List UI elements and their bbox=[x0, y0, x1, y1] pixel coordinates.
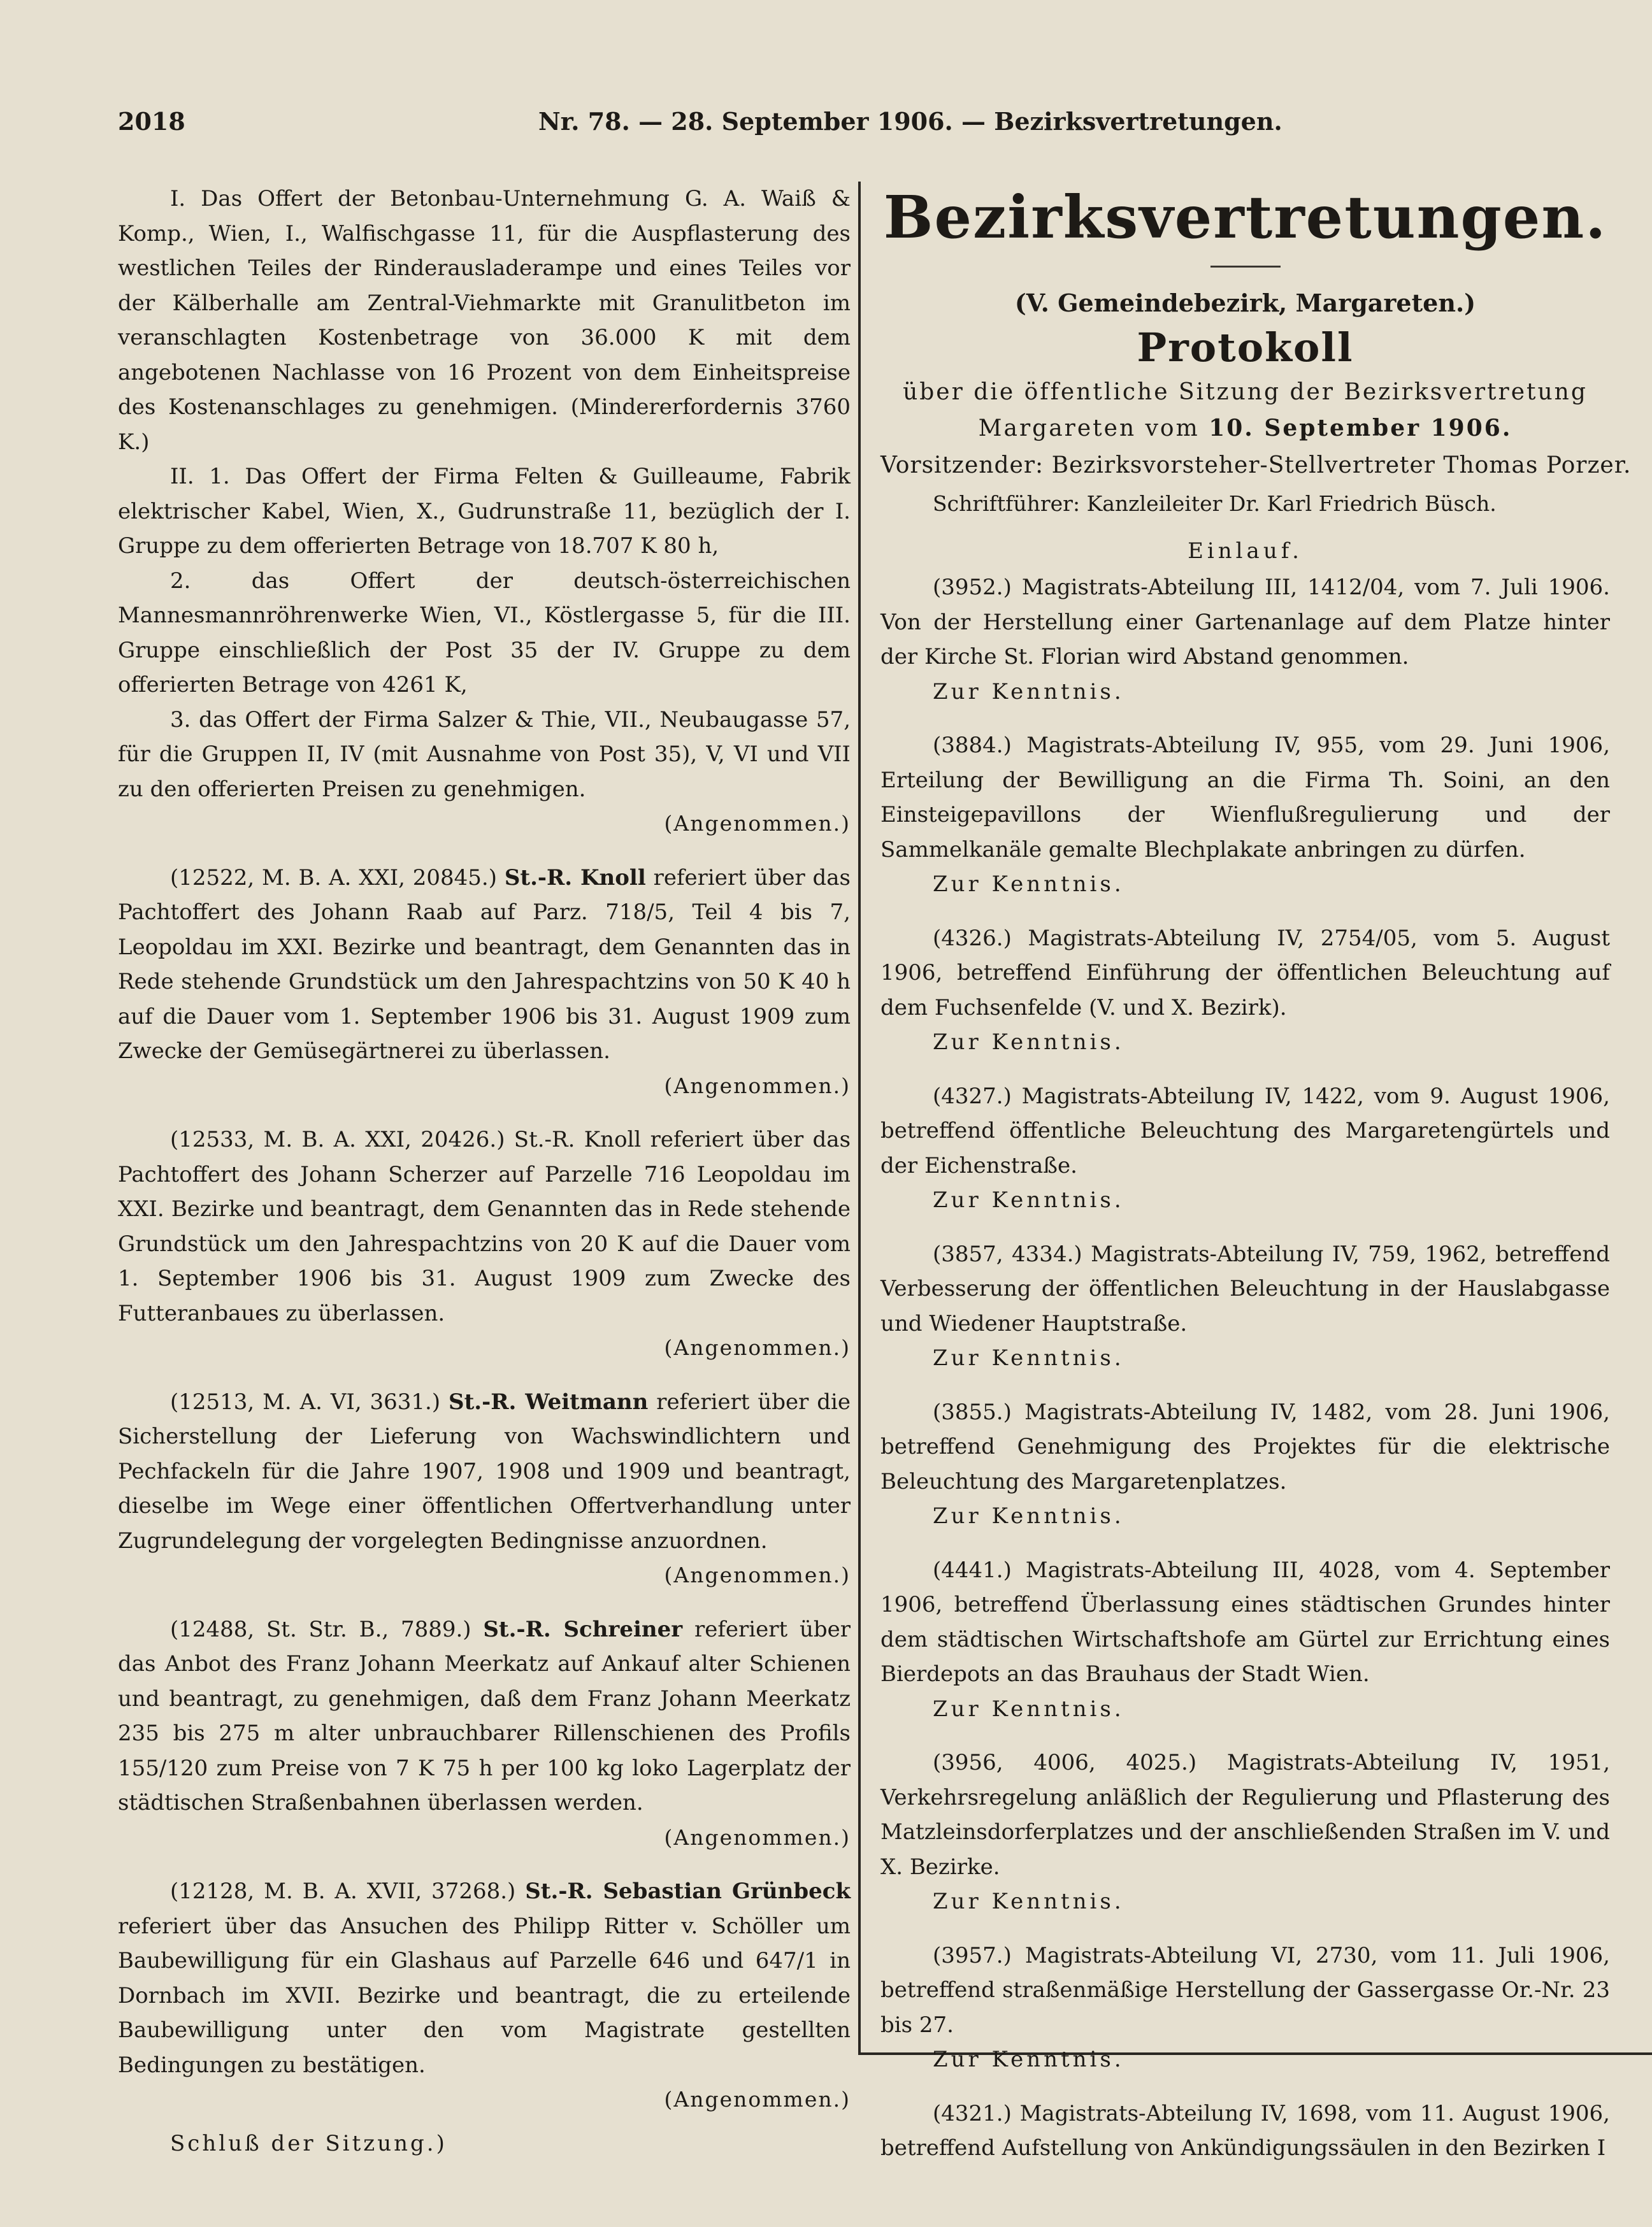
protocol-line-1: über die öffentliche Sitzung der Bezirksvertretung bbox=[903, 379, 1588, 405]
report-speaker: St.-R. Schreiner bbox=[483, 1616, 683, 1642]
accepted-note: (Angenommen.) bbox=[664, 2087, 851, 2112]
zur-kenntnis-note: Zur Kenntnis. bbox=[933, 1345, 1124, 1371]
report-speaker: St.-R. Weitmann bbox=[449, 1389, 649, 1415]
report-ref: (12522, M. B. A. XXI, 20845.) bbox=[170, 864, 497, 891]
report-ref: (12533, M. B. A. XXI, 20426.) bbox=[170, 1127, 505, 1152]
chair-label: Vorsitzender: bbox=[880, 452, 1044, 478]
report-text: referiert über die Sicherstellung der Lieferung von Wachswindlichtern und Pechfackeln für die Jahre 1907, 1908 und 1909 und beantragt, dieselbe im Wege einer öffentlichen Offertverhandlung unter Zugrundelegung der vorgelegten Bedingnisse anzuordnen. bbox=[118, 1389, 851, 1554]
protocol-line-2 bbox=[880, 410, 1610, 447]
accepted-note: (Angenommen.) bbox=[664, 811, 851, 836]
zur-kenntnis-note: Zur Kenntnis. bbox=[933, 2047, 1124, 2072]
einlauf-item: (3855.) Magistrats-Abteilung IV, 1482, vom 28. Juni 1906, betreffend Genehmigung des Projektes für die elektrische Beleuchtung des Margaretenplatzes. bbox=[880, 1399, 1610, 1494]
page-number: 2018 bbox=[118, 107, 185, 136]
report-speaker: St.-R. Knoll bbox=[514, 1127, 642, 1152]
einlauf-item: (3952.) Magistrats-Abteilung III, 1412/04, vom 7. Juli 1906. Von der Herstellung einer Gartenanlage auf dem Platze hinter der Kirche St. Florian wird Abstand genommen. bbox=[880, 575, 1610, 670]
section-title: Bezirksvertretungen. bbox=[883, 183, 1607, 252]
chair-name: Bezirksvorsteher-Stellvertreter Thomas Porzer. bbox=[1051, 452, 1632, 478]
protocol-date: 10. September 1906. bbox=[1209, 415, 1512, 441]
accepted-note: (Angenommen.) bbox=[664, 1073, 851, 1098]
einlauf-item: (3884.) Magistrats-Abteilung IV, 955, vom 29. Juni 1906, Erteilung der Bewilligung an die Firma Th. Soini, an den Einsteigepavillons der Wienflußregulierung und der Sammelkanäle gemalte Blechplakate anbringen zu dürfen. bbox=[880, 733, 1610, 863]
accepted-note: (Angenommen.) bbox=[664, 1824, 851, 1850]
report-text: referiert über das Pachtoffert des Johann Raab auf Parz. 718/5, Teil 4 bis 7, Leopoldau im XXI. Bezirke und beantragt, dem Genannten das in Rede stehende Grundstück um den Jahrespachtzins von 50 K 40 h auf die Dauer vom 1. September 1906 bis 31. August 1909 zum Zwecke der Gemüsegärtnerei zu überlassen. bbox=[118, 864, 851, 1064]
report-entry bbox=[118, 1874, 851, 2082]
zur-kenntnis-note: Zur Kenntnis. bbox=[933, 1696, 1124, 1722]
report-entry bbox=[118, 1612, 851, 1821]
offer-paragraph-1: I. Das Offert der Betonbau-Unternehmung G. A. Waiß & Komp., Wien, I., Walfischgasse 11, für die Auspflasterung des westlichen Teiles der Rinderausladerampe und eines Teiles vor der Kälberhalle am Zentral-Viehmarkte mit Granulitbeton im veranschlagten Kostenbetrage von 36.000 K mit dem angebotenen Nachlasse von 16 Prozent von dem Einheitspreise des Kostenanschlages zu genehmigen. (Mindererfordernis 3760 K.) bbox=[118, 186, 851, 455]
offer-paragraph-3: 2. das Offert der deutsch-österreichischen Mannesmannröhrenwerke Wien, VI., Köstlergasse 5, für die III. Gruppe einschließlich der Post 35 der IV. Gruppe zu dem offerierten Betrage von 4261 K, bbox=[118, 568, 851, 698]
report-text: referiert über das Ansuchen des Philipp Ritter v. Schöller um Baubewilligung für ein Glashaus auf Parzelle 646 und 647/1 in Dornbach im XVII. Bezirke und beantragt, die zu erteilende Baubewilligung unter den vom Magistrate gestellten Bedingungen zu bestätigen. bbox=[118, 1913, 851, 2078]
einlauf-item-continued: (4321.) Magistrats-Abteilung IV, 1698, vom 11. August 1906, betreffend Aufstellung von Ankündigungssäulen in den Bezirken I bbox=[880, 2100, 1610, 2161]
einlauf-item: (4441.) Magistrats-Abteilung III, 4028, vom 4. September 1906, betreffend Überlassung eines städtischen Grundes hinter dem städtischen Wirtschaftshofe am Gürtel zur Errichtung eines Bierdepots an das Brauhaus der Stadt Wien. bbox=[880, 1557, 1610, 1687]
report-ref: (12513, M. A. VI, 3631.) bbox=[170, 1389, 441, 1415]
report-entry bbox=[118, 1385, 851, 1559]
report-entry bbox=[118, 861, 851, 1069]
secretary-name: Kanzleileiter Dr. Karl Friedrich Büsch. bbox=[1086, 491, 1497, 516]
report-speaker: St.-R. Knoll bbox=[504, 864, 646, 891]
report-text: referiert über das Pachtoffert des Johann Scherzer auf Parzelle 716 Leopoldau im XXI. Bezirke und beantragt, dem Genannten das in Rede stehende Grundstück um den Jahrespachtzins von 20 K auf die Dauer vom 1. September 1906 bis 31. August 1909 zum Zwecke des Futteranbaues zu überlassen. bbox=[118, 1127, 851, 1326]
einlauf-item: (3857, 4334.) Magistrats-Abteilung IV, 759, 1962, betreffend Verbesserung der öffentlichen Beleuchtung in der Hauslabgasse und Wiedener Hauptstraße. bbox=[880, 1241, 1610, 1336]
accepted-note: (Angenommen.) bbox=[664, 1335, 851, 1360]
session-end: Schluß der Sitzung.) bbox=[170, 2130, 447, 2156]
secretary-label: Schriftführer: bbox=[933, 491, 1081, 516]
running-title: Nr. 78. — 28. September 1906. — Bezirksvertretungen. bbox=[538, 107, 1282, 136]
einlauf-item: (3957.) Magistrats-Abteilung VI, 2730, vom 11. Juli 1906, betreffend straßenmäßige Herstellung der Gassergasse Or.-Nr. 23 bis 27. bbox=[880, 1942, 1610, 2038]
offer-paragraph-4: 3. das Offert der Firma Salzer & Thie, VII., Neubaugasse 57, für die Gruppen II, IV (mit Ausnahme von Post 35), V, VI und VII zu den offerierten Preisen zu genehmigen. bbox=[118, 706, 851, 802]
protocol-title: Protokoll bbox=[1137, 324, 1354, 371]
einlauf-heading: Einlauf. bbox=[1188, 538, 1303, 564]
zur-kenntnis-note: Zur Kenntnis. bbox=[933, 1029, 1124, 1055]
right-column bbox=[880, 182, 1632, 2166]
zur-kenntnis-note: Zur Kenntnis. bbox=[933, 1889, 1124, 1914]
report-entry bbox=[118, 1122, 851, 1331]
protocol-place: Margareten vom bbox=[978, 415, 1200, 441]
title-rule bbox=[1210, 266, 1281, 268]
district-heading: (V. Gemeindebezirk, Margareten.) bbox=[1014, 289, 1476, 317]
einlauf-item: (3956, 4006, 4025.) Magistrats-Abteilung IV, 1951, Verkehrsregelung anläßlich der Regulierung und Pflasterung des Matzleinsdorferplatzes und der anschließenden Straßen im V. und X. Bezirke. bbox=[880, 1750, 1610, 1880]
offer-paragraph-2: II. 1. Das Offert der Firma Felten & Guilleaume, Fabrik elektrischer Kabel, Wien, X., Gudrunstraße 11, bezüglich der I. Gruppe zu dem offerierten Betrage von 18.707 K 80 h, bbox=[118, 464, 851, 559]
chair-line bbox=[880, 447, 1632, 485]
einlauf-item: (4327.) Magistrats-Abteilung IV, 1422, vom 9. August 1906, betreffend öffentliche Beleuchtung des Margaretengürtels und der Eichenstraße. bbox=[880, 1083, 1610, 1178]
left-column bbox=[118, 182, 851, 2161]
report-ref: (12488, St. Str. B., 7889.) bbox=[170, 1616, 471, 1642]
secretary-line bbox=[880, 485, 1610, 523]
accepted-note: (Angenommen.) bbox=[664, 1563, 851, 1587]
einlauf-item: (4326.) Magistrats-Abteilung IV, 2754/05, vom 5. August 1906, betreffend Einführung der öffentlichen Beleuchtung auf dem Fuchsenfelde (V. und X. Bezirk). bbox=[880, 925, 1610, 1020]
zur-kenntnis-note: Zur Kenntnis. bbox=[933, 1187, 1124, 1213]
zur-kenntnis-note: Zur Kenntnis. bbox=[933, 678, 1124, 705]
report-text: referiert über das Anbot des Franz Johann Meerkatz auf Ankauf alter Schienen und beantragt, zu genehmigen, daß dem Franz Johann Meerkatz 235 bis 275 m alter unbrauchbarer Rillenschienen des Profils 155/120 zum Preise von 7 K 75 h per 100 kg loko Lagerplatz der städtischen Straßenbahnen überlassen werden. bbox=[118, 1616, 851, 1815]
column-divider bbox=[858, 182, 861, 2054]
report-ref: (12128, M. B. A. XVII, 37268.) bbox=[170, 1879, 516, 1904]
zur-kenntnis-note: Zur Kenntnis. bbox=[933, 1503, 1124, 1529]
zur-kenntnis-note: Zur Kenntnis. bbox=[933, 871, 1124, 897]
page-header bbox=[118, 107, 1531, 145]
report-speaker: St.-R. Sebastian Grünbeck bbox=[525, 1879, 851, 1904]
